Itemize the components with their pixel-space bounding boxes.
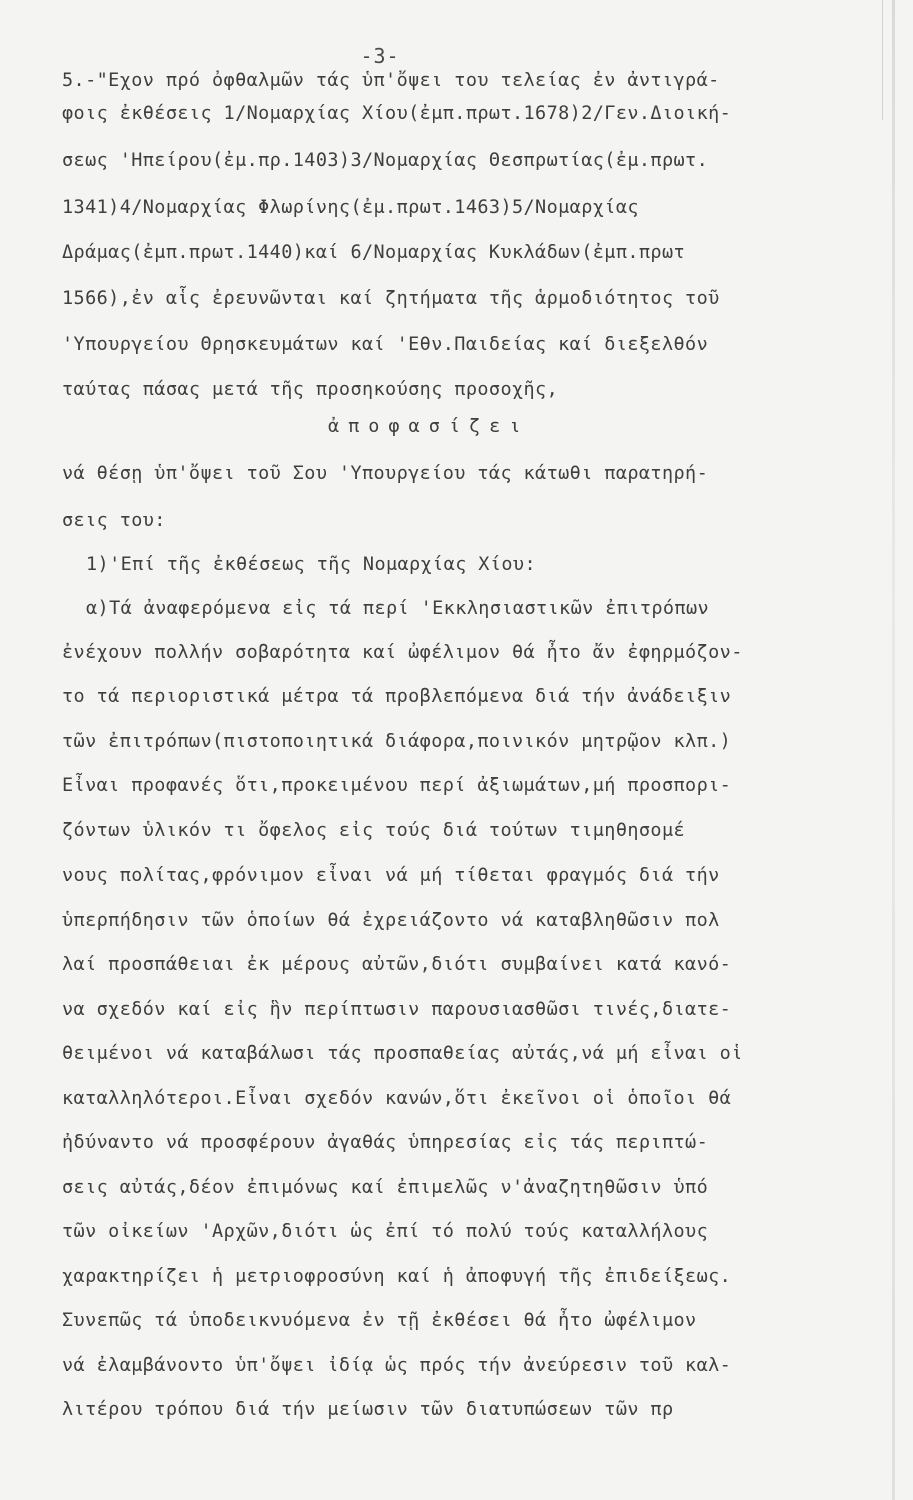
- text-line: νους πολίτας,φρόνιμον εἶναι νά μή τίθεται φραγμός διά τήν: [62, 865, 720, 886]
- text-line: νά θέσῃ ὑπ'ὄψει τοῦ Σου 'Υπουργείου τάς κάτωθι παρατηρή-: [62, 463, 709, 484]
- text-line: τῶν ἐπιτρόπων(πιστοποιητικά διάφορα,ποινικόν μητρῷον κλπ.): [62, 731, 732, 752]
- text-line: Συνεπῶς τά ὑποδεικνυόμενα ἐν τῇ ἐκθέσει θά ἦτο ὠφέλιμον: [62, 1310, 697, 1331]
- text-line: σεις του:: [62, 510, 166, 531]
- section-heading: 1)'Επί τῆς ἐκθέσεως τῆς Νομαρχίας Χίου:: [86, 554, 536, 575]
- text-line: λαί προσπάθειαι ἐκ μέρους αὐτῶν,διότι συμβαίνει κατά κανό-: [62, 954, 732, 975]
- text-line: φοις ἐκθέσεις 1/Νομαρχίας Χίου(ἐμπ.πρωτ.1678)2/Γεν.Διοική-: [62, 103, 732, 124]
- text-line: το τά περιοριστικά μέτρα τά προβλεπόμενα διά τήν ἀνάδειξιν: [62, 686, 732, 707]
- text-line: να σχεδόν καί εἰς ἣν περίπτωσιν παρουσιασθῶσι τινές,διατε-: [62, 999, 732, 1020]
- text-line: ζόντων ὑλικόν τι ὄφελος εἰς τούς διά τούτων τιμηθησομέ: [62, 820, 686, 841]
- text-line: 1341)4/Νομαρχίας Φλωρίνης(ἐμ.πρωτ.1463)5/Νομαρχίας: [62, 197, 639, 218]
- text-line: 5.-"Εχον πρό ὀφθαλμῶν τάς ὑπ'ὄψει του τελείας ἐν ἀντιγρά-: [62, 70, 720, 91]
- decision-heading: ἀποφασίζει: [328, 416, 530, 437]
- text-line: χαρακτηρίζει ἡ μετριοφροσύνη καί ἡ ἀποφυγή τῆς ἐπιδείξεως.: [62, 1266, 732, 1287]
- text-line: σεως 'Ηπείρου(ἐμ.πρ.1403)3/Νομαρχίας Θεσπρωτίας(ἐμ.πρωτ.: [62, 150, 709, 171]
- text-line: ἠδύναντο νά προσφέρουν ἀγαθάς ὑπηρεσίας εἰς τάς περιπτώ-: [62, 1132, 709, 1153]
- text-line: νά ἐλαμβάνοντο ὑπ'ὄψει ἰδίᾳ ὡς πρός τήν ἀνεύρεσιν τοῦ καλ-: [62, 1355, 732, 1376]
- text-line: Δράμας(ἐμπ.πρωτ.1440)καί 6/Νομαρχίας Κυκλάδων(ἐμπ.πρωτ: [62, 242, 686, 263]
- text-line: σεις αὐτάς,δέον ἐπιμόνως καί ἐπιμελῶς ν'ἀναζητηθῶσιν ὑπό: [62, 1177, 709, 1198]
- page-number: -3-: [360, 44, 400, 68]
- text-line: ταύτας πάσας μετά τῆς προσηκούσης προσοχῆς,: [62, 379, 559, 400]
- text-line: καταλληλότεροι.Εἶναι σχεδόν κανών,ὅτι ἐκεῖνοι οἱ ὁποῖοι θά: [62, 1088, 732, 1109]
- text-line: 1566),ἐν αἷς ἐρευνῶνται καί ζητήματα τῆς ἁρμοδιότητος τοῦ: [62, 288, 720, 309]
- text-line: ἐνέχουν πολλήν σοβαρότητα καί ὠφέλιμον θά ἦτο ἄν ἐφηρμόζον-: [62, 642, 743, 663]
- binding-mark: [882, 0, 883, 120]
- text-line: Εἶναι προφανές ὅτι,προκειμένου περί ἀξιωμάτων,μή προσπορι-: [62, 775, 732, 796]
- text-line: 'Υπουργείου Θρησκευμάτων καί 'Εθν.Παιδείας καί διεξελθόν: [62, 334, 709, 355]
- text-line: λιτέρου τρόπου διά τήν μείωσιν τῶν διατυπώσεων τῶν πρ: [62, 1399, 674, 1420]
- text-line: τῶν οἰκείων 'Αρχῶν,διότι ὡς ἐπί τό πολύ τούς καταλλήλους: [62, 1221, 709, 1242]
- text-line: θειμένοι νά καταβάλωσι τάς προσπαθείας αὐτάς,νά μή εἶναι οἱ: [62, 1043, 743, 1064]
- text-line: α)Τά ἀναφερόμενα εἰς τά περί 'Εκκλησιαστικῶν ἐπιτρόπων: [86, 598, 710, 619]
- text-line: ὑπερπήδησιν τῶν ὁποίων θά ἐχρειάζοντο νά καταβληθῶσιν πολ: [62, 910, 720, 931]
- binding-edge: [892, 0, 895, 1500]
